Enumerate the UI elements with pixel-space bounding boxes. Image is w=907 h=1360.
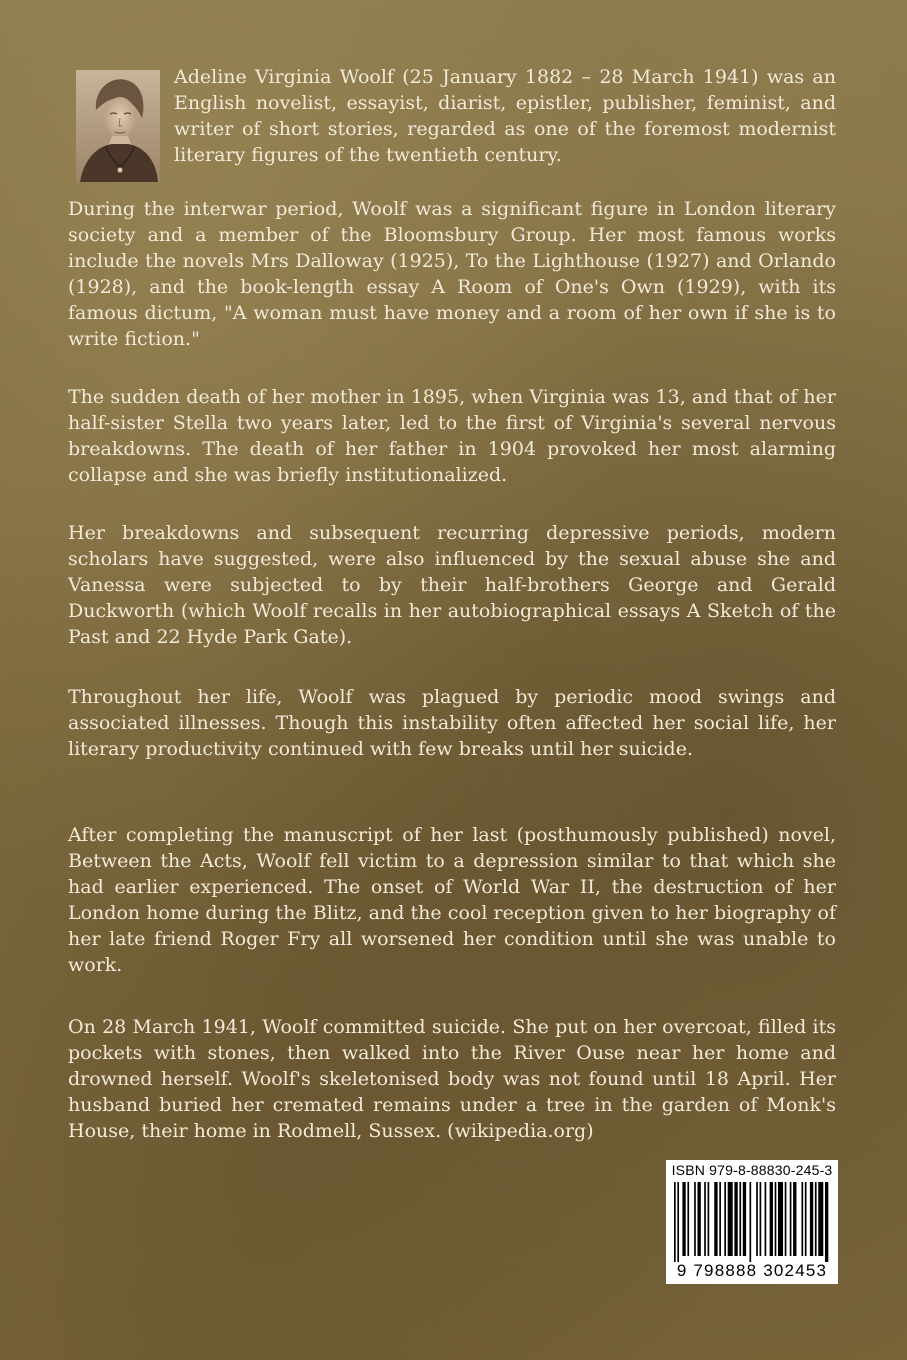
barcode-bars (674, 1182, 830, 1262)
barcode-digits: 9 798888 302453 (676, 1261, 828, 1280)
barcode-bar (818, 1182, 823, 1256)
barcode-bar (734, 1182, 737, 1256)
barcode-bar (743, 1182, 746, 1256)
barcode-bar (719, 1182, 721, 1256)
barcode-bar (756, 1182, 758, 1256)
barcode-bar (810, 1182, 813, 1256)
barcode-bar (790, 1182, 792, 1256)
body-paragraph: During the interwar period, Woolf was a significant figure in London literary society and a member of the Bloomsbury Group. Her most famous works include the novels Mrs Dalloway (1925), To the Lighthouse (1927) and Orlando (1928), and the book-length essay A Room of One's Own (1929), with its famous dictum, "A woman must have money and a room of her own if she is to write fiction." (68, 198, 836, 350)
barcode-bar (704, 1182, 706, 1256)
body-paragraph: Her breakdowns and subsequent recurring depressive periods, modern scholars have suggested, were also influenced by the sexual abuse she and Vanessa were subjected to by their half-brothers George and Gerald Duckworth (which Woolf recalls in her autobiographical essays A Sketch of the Past and 22 Hyde Park Gate). (68, 522, 836, 648)
barcode-bar (694, 1182, 696, 1256)
barcode-bar (724, 1182, 726, 1256)
barcode-bar (687, 1182, 689, 1256)
body-paragraph: After completing the manuscript of her last (posthumously published) novel, Between the Acts, Woolf fell victim to a depression similar to that which she had earlier experienced. The onset of World War II, the destruction of her London home during the Blitz, and the cool reception given to her biography of her late friend Roger Fry all worsened her condition until she was unable to work. (68, 824, 836, 976)
barcode-bar (825, 1182, 828, 1262)
barcode-bar (778, 1182, 783, 1256)
barcode-bar (728, 1182, 733, 1256)
author-portrait (76, 70, 160, 182)
barcode-bar (815, 1182, 817, 1256)
body-paragraph: Throughout her life, Woolf was plagued by periodic mood swings and associated illnesses. Though this instability often affected her social life, her literary productivity continued with few breaks until her suicide. (68, 686, 836, 760)
barcode-bar (714, 1182, 717, 1256)
barcode-bar (739, 1182, 741, 1256)
barcode-bar (697, 1182, 700, 1256)
body-paragraph: The sudden death of her mother in 1895, when Virginia was 13, and that of her half-sister Stella two years later, led to the first of Virginia's several nervous breakdowns. The death of her father in 1904 provoked her most alarming collapse and she was briefly institutionalized. (68, 386, 836, 486)
body-paragraph: On 28 March 1941, Woolf committed suicide. She put on her overcoat, filled its pockets with stones, then walked into the River Ouse near her home and drowned herself. Woolf's skeletonised body was not found until 18 April. Her husband buried her cremated remains under a tree in the garden of Monk's House, their home in Rodmell, Sussex. (wikipedia.org) (68, 1016, 836, 1142)
barcode-bar (770, 1182, 773, 1256)
barcode-bar (765, 1182, 767, 1256)
intro-paragraph: Adeline Virginia Woolf (25 January 1882 – 28 March 1941) was an English novelist, essayist, diarist, epistler, publisher, feminist, and writer of short stories, regarded as one of the foremost modernist literary figures of the twentieth century. (174, 66, 836, 166)
barcode-bar (682, 1182, 685, 1256)
barcode-bar (674, 1182, 676, 1262)
barcode-bar (785, 1182, 787, 1256)
barcode-bar (708, 1182, 710, 1256)
barcode-bar (749, 1182, 751, 1262)
barcode-bar (805, 1182, 807, 1256)
barcode-bar (801, 1182, 803, 1256)
barcode-bar (677, 1182, 679, 1262)
isbn-label: ISBN 979-8-88830-245-3 (671, 1162, 833, 1178)
barcode-bar (760, 1182, 762, 1256)
barcode-bar (775, 1182, 777, 1256)
isbn-barcode (666, 1160, 838, 1284)
barcode-bar (793, 1182, 796, 1256)
